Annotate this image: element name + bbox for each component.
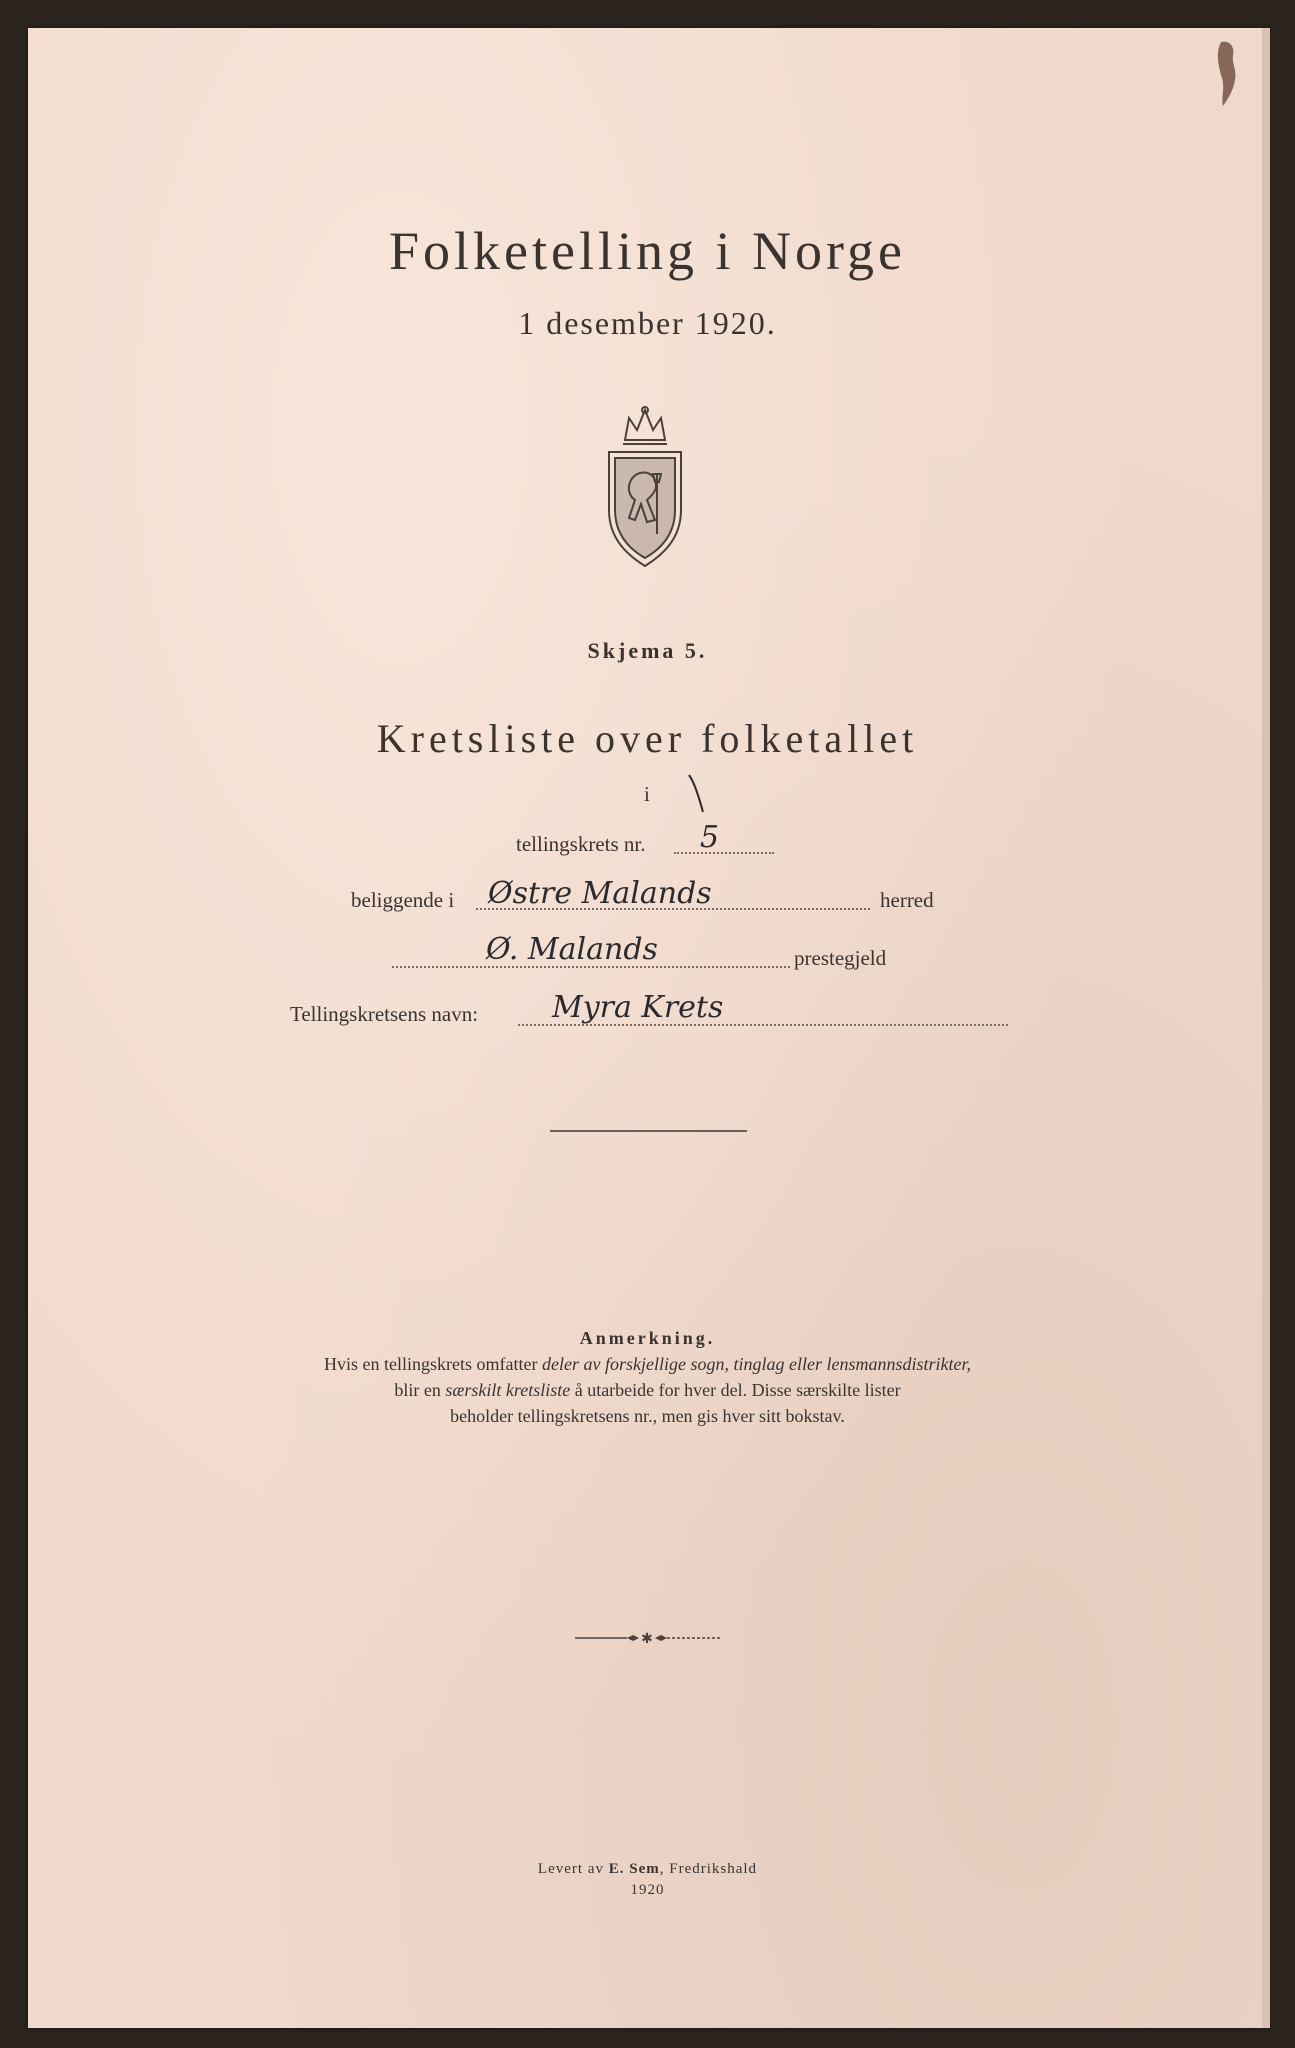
print-year: 1920 xyxy=(630,1882,665,1898)
decorative-divider-icon xyxy=(575,1630,720,1646)
parish-label: prestegjeld xyxy=(794,946,887,970)
herred-label: herred xyxy=(880,888,934,912)
printer-location: , Fredrikshald xyxy=(659,1861,758,1877)
page-title: Folketelling i Norge xyxy=(389,221,906,281)
note-line-1 xyxy=(0,1354,1295,1375)
district-name-value: Myra Krets xyxy=(552,990,724,1025)
district-number-line xyxy=(674,852,774,854)
located-in-label: beliggende i xyxy=(351,888,455,912)
note-line-3: beholder tellingskretsens nr., men gis hver sitt bokstav. xyxy=(450,1406,845,1426)
printer-credit xyxy=(0,1861,1295,1878)
note-line-2 xyxy=(0,1380,1295,1401)
preposition-label: i xyxy=(644,782,650,806)
note-line-2-emphasis: særskilt kretsliste xyxy=(445,1380,571,1400)
note-heading: Anmerkning. xyxy=(579,1328,716,1348)
schema-number: Skjema 5. xyxy=(587,638,708,663)
printer-prefix: Levert av xyxy=(537,1861,609,1877)
note-line-1-text: Hvis en tellingskrets omfatter xyxy=(324,1354,542,1374)
norwegian-coat-of-arms-icon xyxy=(595,400,695,570)
district-number-value: 5 xyxy=(700,820,720,855)
ink-stain xyxy=(1213,40,1243,110)
svg-text:✱: ✱ xyxy=(641,1631,653,1646)
parish-value: Ø. Malands xyxy=(486,932,658,967)
note-line-1-emphasis: deler av forskjellige sogn, tinglag eller lensmannsdistrikter, xyxy=(542,1354,971,1374)
handwritten-stroke xyxy=(686,772,706,816)
located-in-value: Østre Malands xyxy=(488,876,712,911)
form-subtitle: Kretsliste over folketallet xyxy=(376,716,919,761)
section-divider xyxy=(550,1130,747,1132)
note-line-2-text: blir en xyxy=(394,1380,446,1400)
note-line-2-rest: å utarbeide for hver del. Disse særskilte lister xyxy=(570,1380,901,1400)
printer-name: E. Sem xyxy=(608,1861,660,1877)
census-date: 1 desember 1920. xyxy=(518,305,777,341)
district-number-label: tellingskrets nr. xyxy=(516,832,646,856)
district-name-label: Tellingskretsens navn: xyxy=(290,1002,479,1026)
